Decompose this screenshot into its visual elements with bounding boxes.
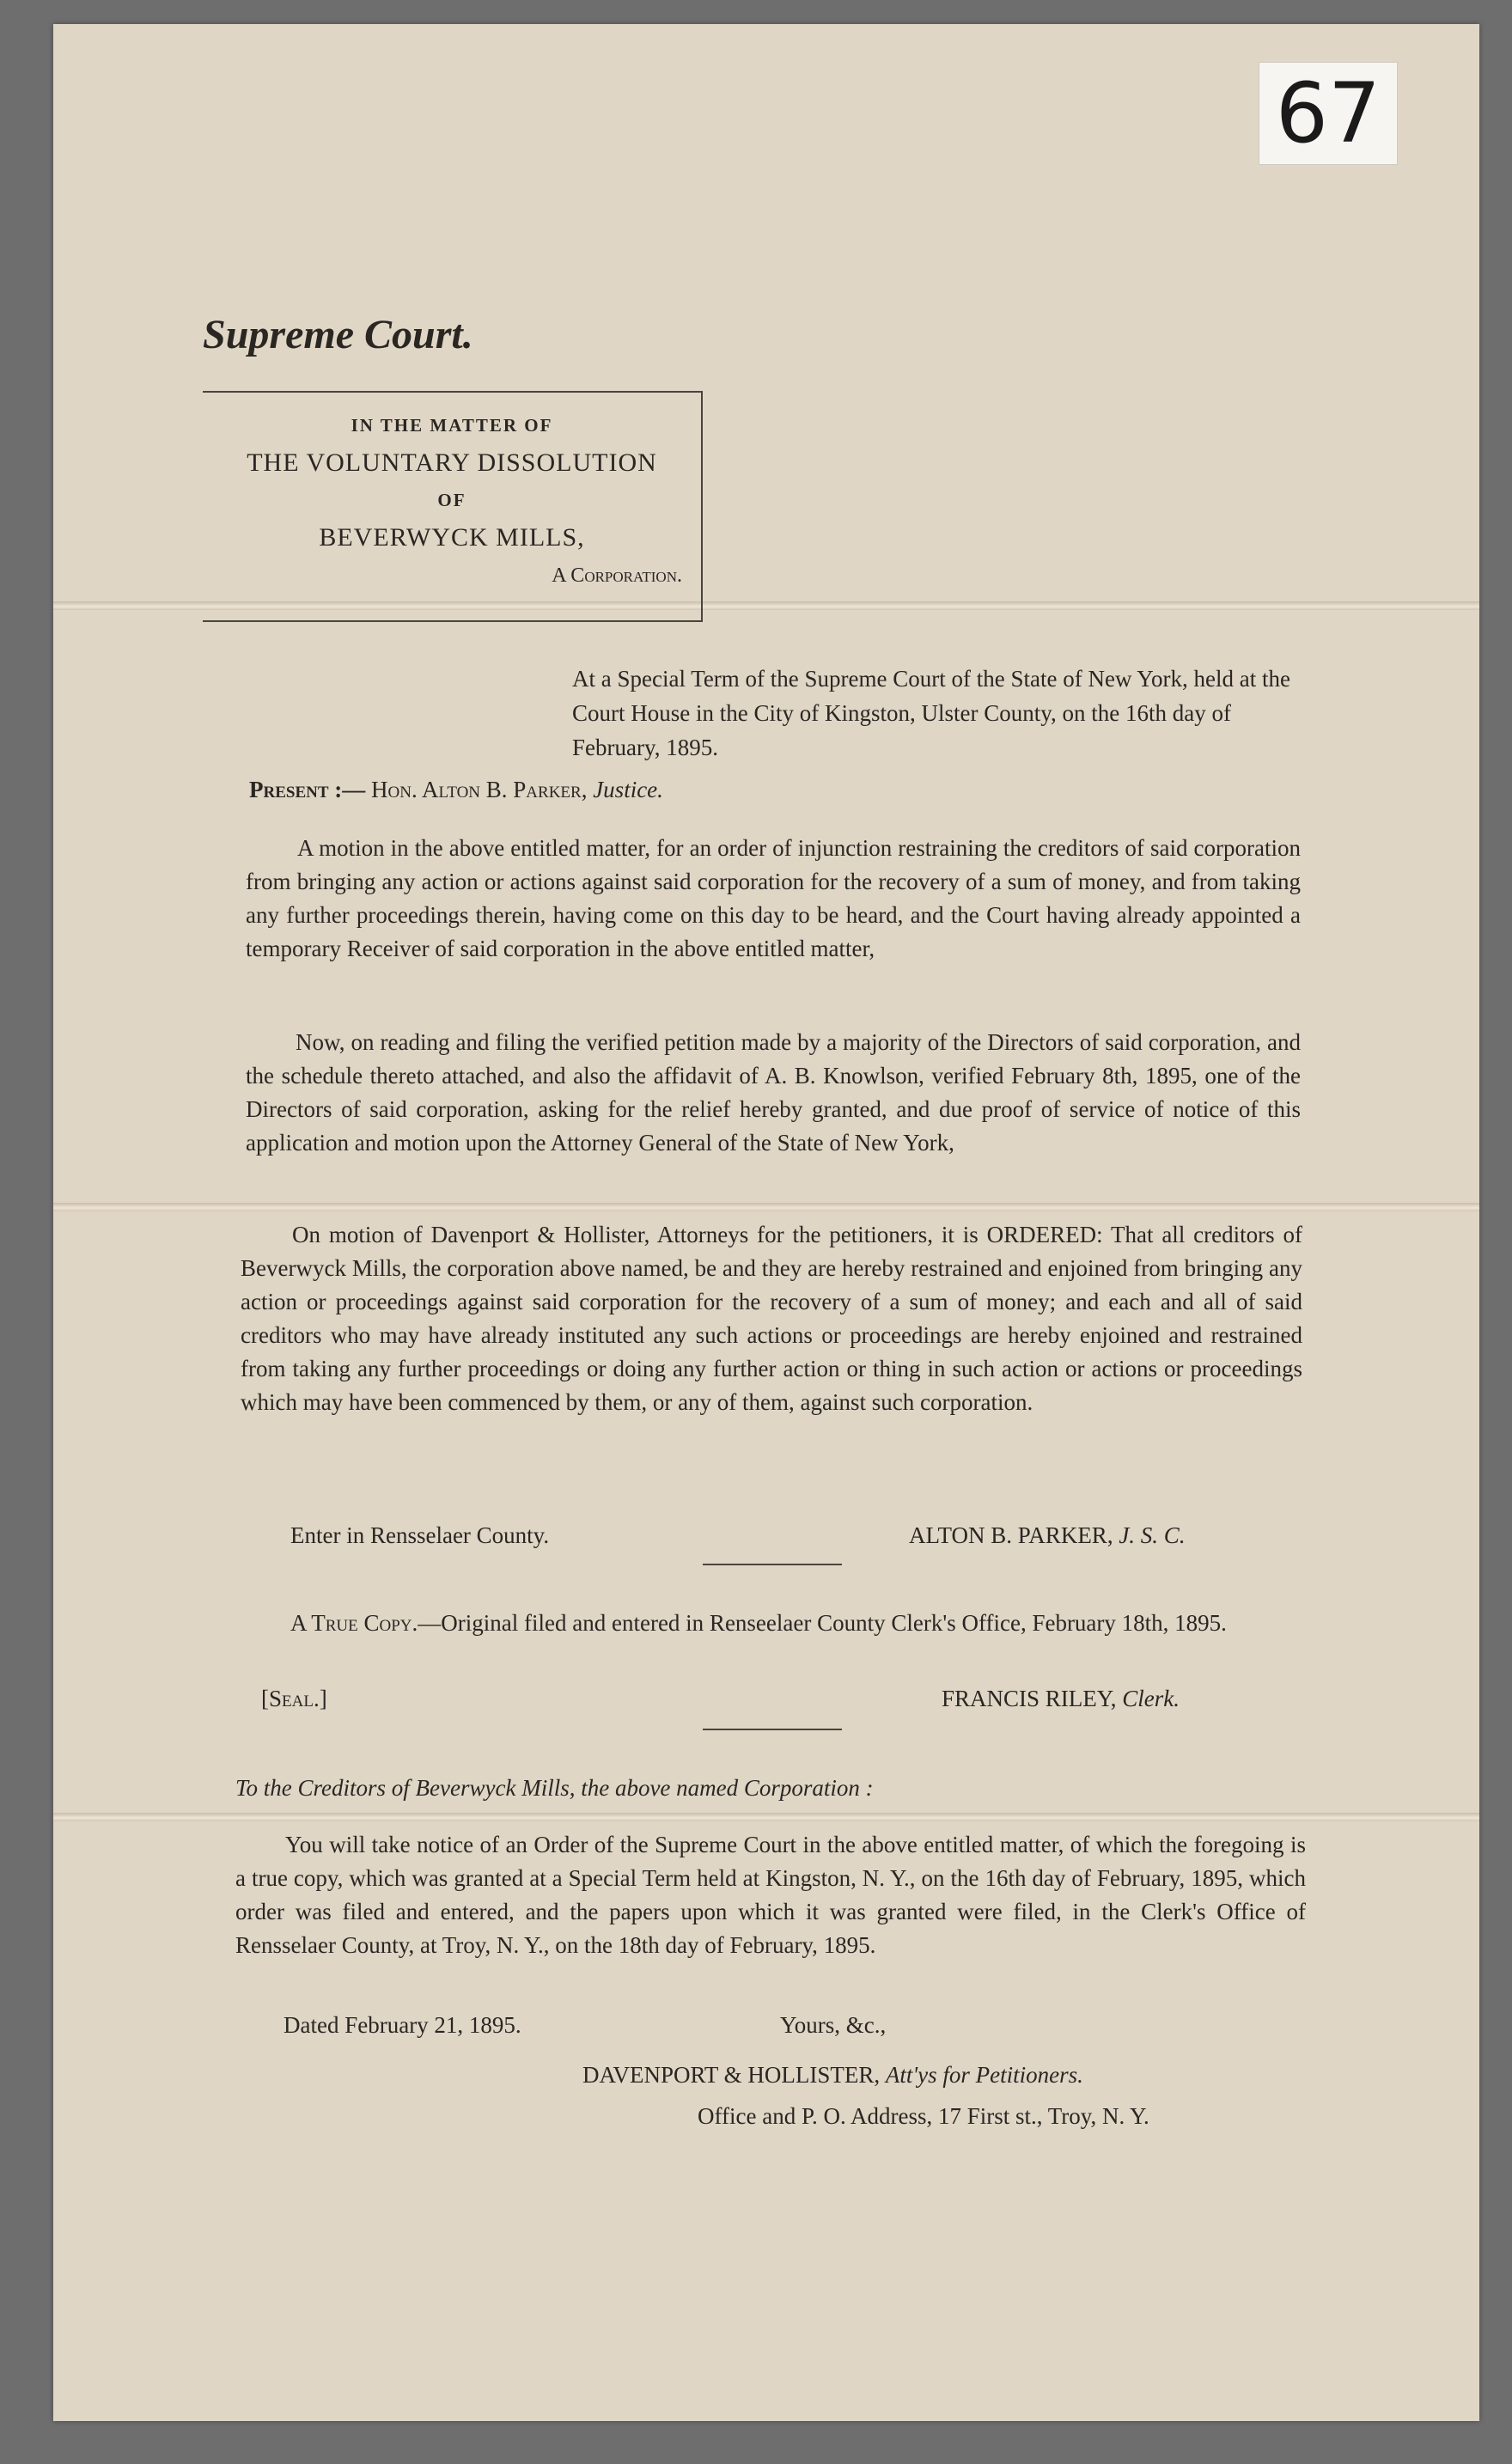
attorney-name: DAVENPORT & HOLLISTER, xyxy=(582,2062,881,2088)
caption-line: A Corporation. xyxy=(552,564,682,587)
judge-name: ALTON B. PARKER, xyxy=(909,1522,1113,1548)
dated-line: Dated February 21, 1895. xyxy=(284,2012,521,2038)
notice-paragraph: You will take notice of an Order of the Supreme Court in the above entitled matter, of which the foregoing is a true copy, which was granted at a Special Term held at Kingston, N. Y., on the 16th day of February, 1895, which order was filed and entered, and the papers upon which it was granted were filed, in the Clerk's Office of Rensselaer County, at Troy, N. Y., on the 18th day of February, 1895. xyxy=(235,1832,1306,1958)
clerk-title: Clerk. xyxy=(1122,1686,1180,1711)
caption-line: BEVERWYCK MILLS, xyxy=(319,523,585,552)
judge-signature xyxy=(909,1519,1338,1552)
notice-heading: To the Creditors of Beverwyck Mills, the above named Corporation : xyxy=(235,1775,874,1801)
enter-line: Enter in Rensselaer County. xyxy=(290,1522,550,1548)
yours-line: Yours, &c., xyxy=(780,2012,887,2038)
divider-rule xyxy=(703,1564,842,1565)
motion-paragraph: A motion in the above entitled matter, for an order of injunction restraining the creditors of said corporation from bringing any action or actions against said corporation for the recovery of a sum of money, and from taking any further proceedings therein, having come on this day to be heard, and the Court having already appointed a temporary Receiver of said corporation in the above entitled matter, xyxy=(246,835,1301,961)
attorney-signature xyxy=(582,2058,1356,2092)
order-paragraph: On motion of Davenport & Hollister, Attorneys for the petitioners, it is ORDERED: That all creditors of Beverwyck Mills, the corporation above named, be and they are hereby restrained and enjoined from bringing any action or proceedings against said corporation for the recovery of a sum of money; and each and all of said creditors who may have already instituted any such actions or proceedings are hereby enjoined and restrained from taking any further proceedings or doing any further action or thing in such action or actions or proceedings which may have been commenced by them, or any of them, against such corporation. xyxy=(241,1222,1302,1415)
divider-rule xyxy=(703,1729,842,1730)
fold-crease xyxy=(53,1813,1479,1821)
clerk-signature xyxy=(942,1682,1337,1716)
clerk-name: FRANCIS RILEY, xyxy=(942,1686,1117,1711)
present-label: Present :— xyxy=(249,777,366,802)
page-number-tag: 67 xyxy=(1259,62,1398,165)
office-address: Office and P. O. Address, 17 First st., Troy, N. Y. xyxy=(698,2103,1149,2129)
attorney-role: Att'ys for Petitioners. xyxy=(885,2062,1083,2088)
caption-line: THE VOLUNTARY DISSOLUTION xyxy=(247,448,657,477)
judge-title: J. S. C. xyxy=(1119,1522,1186,1548)
case-caption xyxy=(203,391,703,622)
justice-title: Justice. xyxy=(593,777,663,802)
fold-crease xyxy=(53,1203,1479,1211)
present-line xyxy=(249,773,1108,807)
caption-line: IN THE MATTER OF xyxy=(351,415,553,436)
justice-name: Hon. Alton B. Parker, xyxy=(371,777,588,802)
true-copy-label: A True Copy. xyxy=(290,1610,418,1636)
special-term-text: At a Special Term of the Supreme Court of the State of New York, held at the Court House in the City of Kingston, Ulster County, on the 16th day of February, 1895. xyxy=(572,666,1290,760)
court-heading: Supreme Court. xyxy=(203,312,473,357)
seal-mark: [Seal.] xyxy=(261,1686,327,1711)
reading-paragraph: Now, on reading and filing the verified petition made by a majority of the Directors of said corporation, and the schedule thereto attached, and also the affidavit of A. B. Knowlson, verified February 8th, 1895, one of the Directors of said corporation, asking for the relief hereby granted, and due proof of service of notice of this application and motion upon the Attorney General of the State of New York, xyxy=(246,1029,1301,1156)
true-copy-paragraph xyxy=(241,1607,1306,1640)
true-copy-text: —Original filed and entered in Renseelaer County Clerk's Office, February 18th, 1895. xyxy=(418,1610,1227,1636)
caption-line: OF xyxy=(437,490,466,510)
